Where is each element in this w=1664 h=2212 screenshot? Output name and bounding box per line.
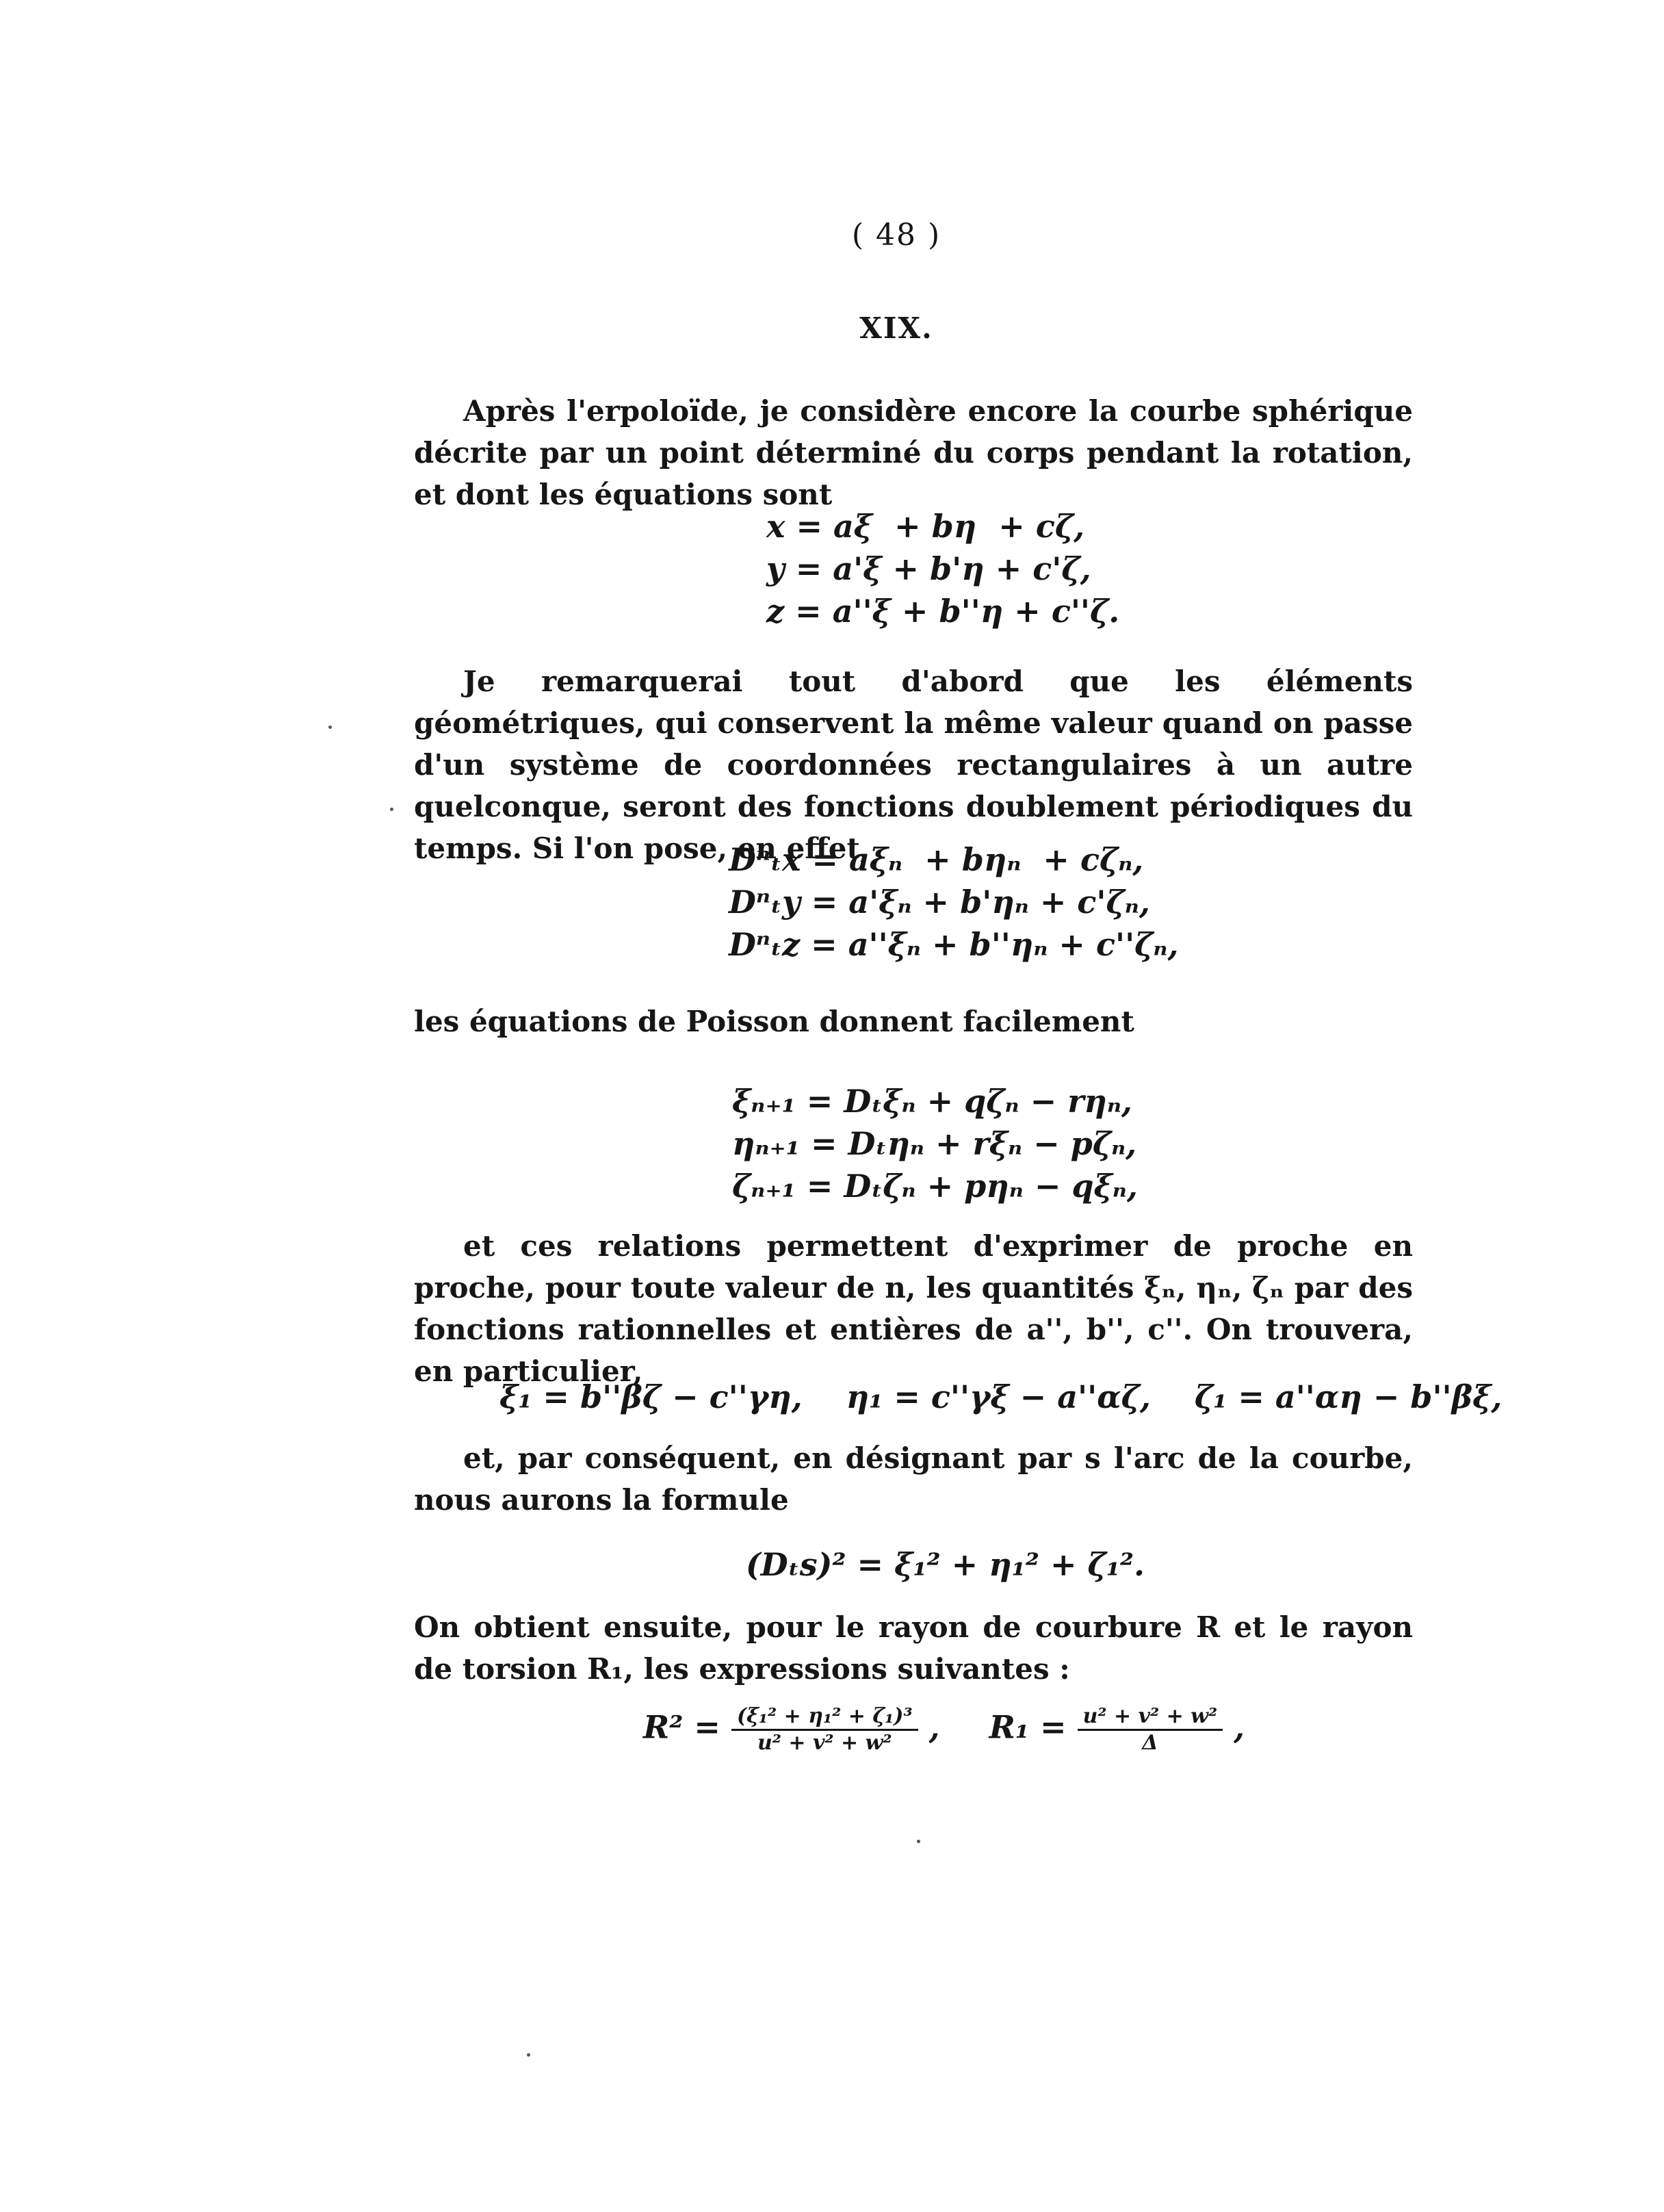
equation-line: z = a''ξ + b''η + c''ζ. bbox=[766, 593, 1120, 630]
equation-6-end: , bbox=[1234, 1708, 1245, 1746]
equation-line: (Dₜs)² = ξ₁² + η₁² + ζ₁². bbox=[746, 1546, 1145, 1583]
paragraph-6 bbox=[414, 1606, 1413, 1690]
page-number: ( 48 ) bbox=[851, 218, 941, 253]
paragraph-5 bbox=[414, 1437, 1413, 1521]
fraction-denominator: Δ bbox=[1142, 1731, 1158, 1755]
paragraph-1-text: Après l'erpoloïde, je considère encore la courbe sphérique décrite par un point déterminé du corps pendant la rotation, et dont les équations sont bbox=[414, 394, 1413, 511]
equation-line: Dⁿₜz = a''ξₙ + b''ηₙ + c''ζₙ, bbox=[729, 926, 1179, 963]
paragraph-2-text: Je remarquerai tout d'abord que les éléments géométriques, qui conservent la même valeur quand on passe d'un système de coordonnées rectangulaires à un autre quelconque, seront des fonctions doublement périodiques du temps. Si l'on pose, en effet, bbox=[414, 665, 1413, 865]
fraction-denominator: u² + v² + w² bbox=[757, 1731, 892, 1755]
section-heading: XIX. bbox=[859, 311, 933, 345]
paragraph-1 bbox=[414, 390, 1413, 515]
fraction-curvature bbox=[731, 1704, 918, 1756]
equation-line: ξ₁ = b''βζ − c''γη, η₁ = c''γξ − a''αζ, ζ₁ = a''αη − b''βξ, bbox=[499, 1378, 1503, 1415]
scan-speck bbox=[527, 2053, 530, 2057]
equation-group-1 bbox=[766, 505, 1119, 632]
fraction-numerator: (ξ₁² + η₁² + ζ₁)³ bbox=[731, 1704, 918, 1731]
equation-6-lhs2: R₁ = bbox=[989, 1708, 1067, 1746]
equation-line: Dⁿₜx = aξₙ + bηₙ + cζₙ, bbox=[729, 841, 1144, 878]
paragraph-4 bbox=[414, 1225, 1413, 1392]
paragraph-3 bbox=[414, 1001, 1413, 1042]
equation-4 bbox=[499, 1376, 1502, 1418]
equation-line: ξₙ₊₁ = Dₜξₙ + qζₙ − rηₙ, bbox=[732, 1083, 1132, 1120]
equation-5 bbox=[746, 1543, 1145, 1586]
paragraph-6-text: On obtient ensuite, pour le rayon de courbure R et le rayon de torsion R₁, les expressions suivantes : bbox=[414, 1610, 1413, 1686]
equation-line: ηₙ₊₁ = Dₜηₙ + rξₙ − pζₙ, bbox=[732, 1125, 1137, 1162]
scan-speck bbox=[328, 725, 332, 729]
fraction-torsion bbox=[1078, 1704, 1223, 1756]
fraction-numerator: u² + v² + w² bbox=[1078, 1704, 1223, 1731]
equation-group-2 bbox=[729, 838, 1178, 966]
equation-group-3 bbox=[732, 1080, 1138, 1207]
paragraph-3-text: les équations de Poisson donnent facilement bbox=[414, 1005, 1134, 1038]
paragraph-4-text: et ces relations permettent d'exprimer de proche en proche, pour toute valeur de n, les quantités ξₙ, ηₙ, ζₙ par des fonctions rationnelles et entières de a'', b'', c''. On trouvera, en particulier, bbox=[414, 1229, 1413, 1388]
equation-line: ζₙ₊₁ = Dₜζₙ + pηₙ − qξₙ, bbox=[732, 1168, 1138, 1205]
equation-6-lhs1: R² = bbox=[643, 1708, 720, 1746]
equation-6-separator: , bbox=[928, 1708, 940, 1746]
paragraph-5-text: et, par conséquent, en désignant par s l'arc de la courbe, nous aurons la formule bbox=[414, 1441, 1413, 1517]
equation-line: y = a'ξ + b'η + c'ζ, bbox=[766, 550, 1091, 587]
scan-speck bbox=[917, 1840, 920, 1843]
equation-line: x = aξ + bη + cζ, bbox=[766, 508, 1085, 545]
equation-6 bbox=[643, 1704, 1245, 1756]
scan-speck bbox=[390, 808, 393, 811]
equation-line: Dⁿₜy = a'ξₙ + b'ηₙ + c'ζₙ, bbox=[729, 884, 1150, 921]
